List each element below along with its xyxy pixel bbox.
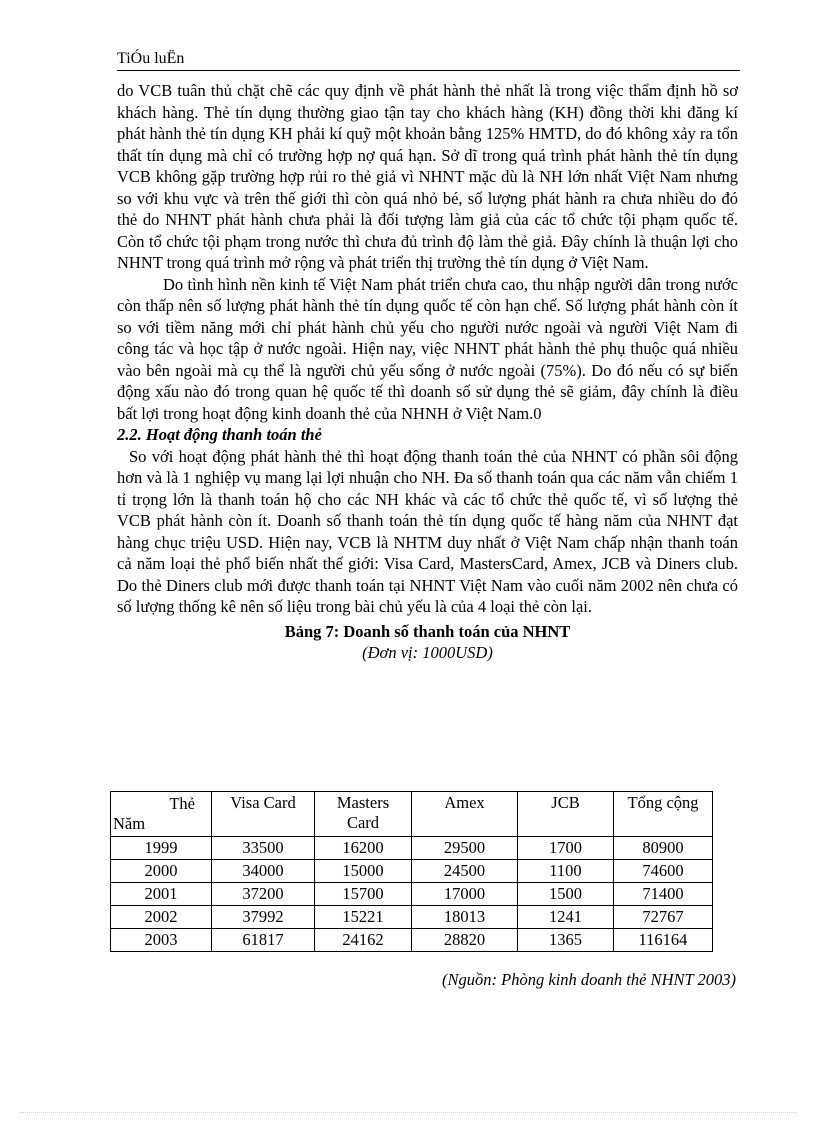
column-header: Tổng cộng [614, 792, 713, 837]
value-cell: 37992 [212, 906, 315, 929]
table-title: Bảng 7: Doanh số thanh toán của NHNT [284, 621, 571, 641]
total-cell: 80900 [614, 837, 713, 860]
paragraph: So với hoạt động phát hành thẻ thì hoạt động thanh toán thẻ của NHNT có phần sôi động hơn và là 1 nghiệp vụ mang lại lợi nhuận cho NH. Đa số thanh toán qua các năm vẫn chiếm 1 tỉ trọng lớn là thanh toán hộ cho các NH khác và các tổ chức thẻ quốc tế, vì số lượng thẻ VCB phát hành còn ít. Doanh số thanh toán thẻ tín dụng quốc tế hàng năm của NHNT đạt hàng chục triệu USD. Hiện nay, VCB là NHTM duy nhất ở Việt Nam chấp nhận thanh toán cả năm loại thẻ phổ biến nhất thế giới: Visa Card, MastersCard, Amex, JCB và Diners club. Do thẻ Diners club mới được thanh toán tại NHNT Việt Nam vào cuối năm 2002 nên chưa có số lượng thống kê nên số liệu trong bài chủ yếu là của 4 loại thẻ còn lại. [117, 446, 738, 616]
column-header: Masters Card [315, 792, 412, 837]
value-cell: 15000 [315, 860, 412, 883]
value-cell: 15221 [315, 906, 412, 929]
document-body [117, 80, 738, 664]
value-cell: 34000 [212, 860, 315, 883]
year-cell: 2001 [111, 883, 212, 906]
table-row [111, 906, 713, 929]
table-unit: (Đơn vị: 1000USD) [362, 643, 493, 662]
section-heading: 2.2. Hoạt động thanh toán thẻ [117, 425, 322, 444]
paragraph: Do tình hình nền kinh tế Việt Nam phát triển chưa cao, thu nhập người dân trong nước còn thấp nên số lượng phát hành thẻ tín dụng quốc tế còn hạn chế. Số lượng phát hành còn ít so với tiềm năng mới chỉ phát hành chủ yếu cho người nước ngoài và người Việt Nam đi công tác và học tập ở nước ngoài. Hiện nay, việc NHNT phát hành thẻ phụ thuộc quá nhiều vào bên ngoài mà cụ thể là người chủ yếu sống ở nước ngoài (75%). Do đó nếu có sự biến động xấu nào đó trong quan hệ quốc tế thì doanh số sử dụng thẻ sẽ giảm, đây chính là điều bất lợi trong hoạt động kinh doanh thẻ của NHNH ở Việt Nam.0 [117, 274, 738, 423]
value-cell: 37200 [212, 883, 315, 906]
value-cell: 15700 [315, 883, 412, 906]
value-cell: 29500 [412, 837, 518, 860]
header-divider [117, 70, 740, 71]
value-cell: 28820 [412, 929, 518, 952]
column-header: Amex [412, 792, 518, 837]
corner-label-year: Năm [113, 814, 146, 833]
value-cell: 24162 [315, 929, 412, 952]
value-cell: 33500 [212, 837, 315, 860]
payment-table [110, 791, 713, 952]
table-source-note: (Nguồn: Phòng kinh doanh thẻ NHNT 2003) [442, 970, 736, 989]
total-cell: 74600 [614, 860, 713, 883]
paragraph: do VCB tuân thủ chặt chẽ các quy định về phát hành thẻ nhất là trong việc thẩm định hồ sơ khách hàng. Thẻ tín dụng thường giao tận tay cho khách hàng (KH) đồng thời khi đăng kí phát hành thẻ tín dụng KH phải kí quỹ một khoản bằng 125% HMTD, do đó không xảy ra tổn thất tín dụng mà chỉ có trường hợp nợ quá hạn. Sở dĩ trong quá trình phát hành thẻ tín dụng VCB không gặp trường hợp rủi ro thẻ giả vì NHNT mặc dù là NH lớn nhất Việt Nam nhưng so với khu vực và trên thế giới thì còn quá nhỏ bé, số lượng phát hành ra chưa nhiều do đó thẻ do NHNT phát hành chưa phải là đối tượng làm giả của các tổ chức tội phạm quốc tế. Còn tổ chức tội phạm trong nước thì chưa đủ trình độ làm thẻ giả. Đây chính là thuận lợi cho NHNT trong quá trình mở rộng và phát triển thị trường thẻ tín dụng ở Việt Nam. [117, 81, 738, 272]
year-cell: 2002 [111, 906, 212, 929]
value-cell: 24500 [412, 860, 518, 883]
total-cell: 72767 [614, 906, 713, 929]
corner-label-card: Thẻ [169, 794, 195, 813]
year-cell: 2003 [111, 929, 212, 952]
column-header: JCB [518, 792, 614, 837]
total-cell: 71400 [614, 883, 713, 906]
value-cell: 61817 [212, 929, 315, 952]
column-header: Visa Card [212, 792, 315, 837]
value-cell: 17000 [412, 883, 518, 906]
table-row [111, 837, 713, 860]
corner-header-cell [111, 792, 212, 837]
year-cell: 2000 [111, 860, 212, 883]
value-cell: 1700 [518, 837, 614, 860]
table-row [111, 929, 713, 952]
value-cell: 18013 [412, 906, 518, 929]
table-header-row [111, 792, 713, 837]
page-bottom-divider [20, 1112, 796, 1113]
table-row [111, 860, 713, 883]
value-cell: 1241 [518, 906, 614, 929]
value-cell: 1500 [518, 883, 614, 906]
value-cell: 1365 [518, 929, 614, 952]
total-cell: 116164 [614, 929, 713, 952]
year-cell: 1999 [111, 837, 212, 860]
value-cell: 16200 [315, 837, 412, 860]
page-header-title: TiÓu luËn [117, 50, 185, 67]
table-row [111, 883, 713, 906]
value-cell: 1100 [518, 860, 614, 883]
